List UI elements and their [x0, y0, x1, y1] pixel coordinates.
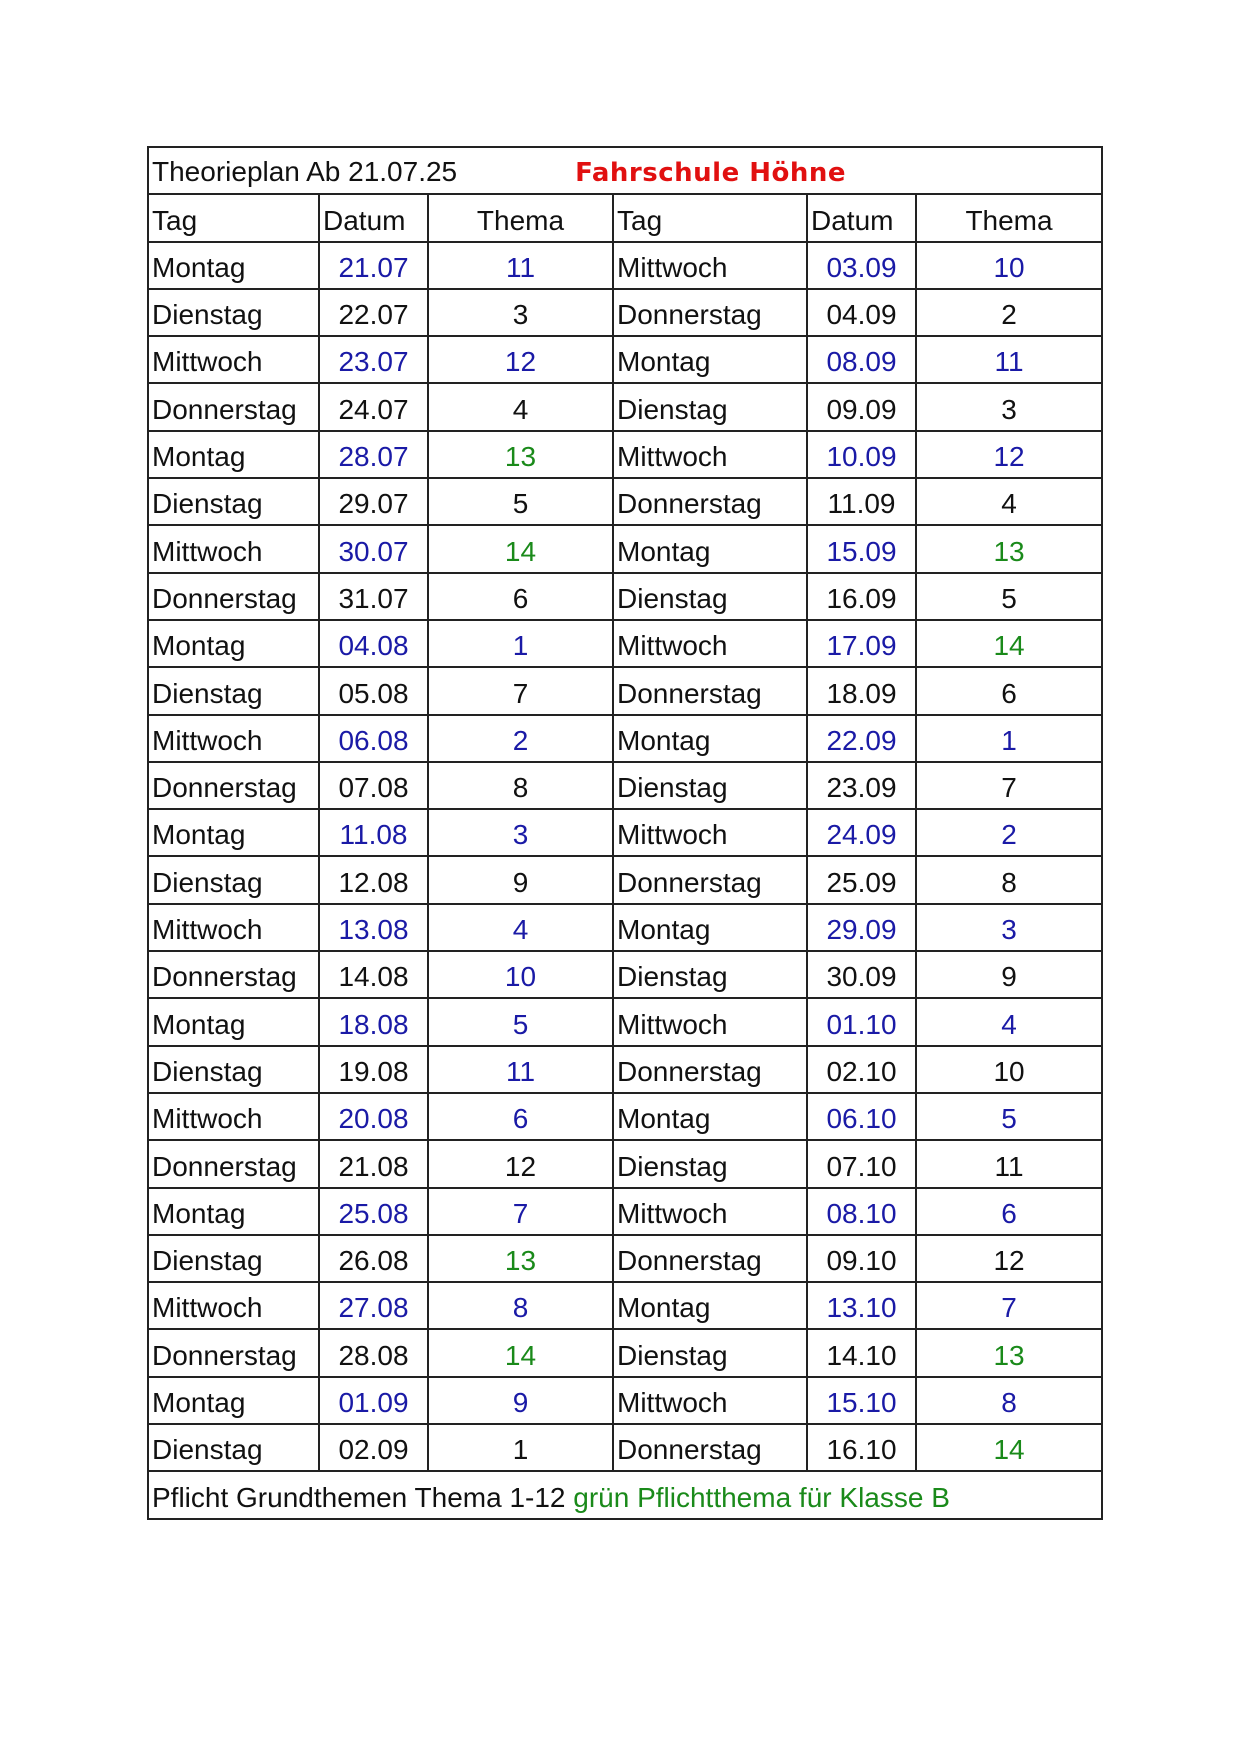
topic-cell-right: 2: [916, 809, 1102, 856]
topic-cell-left: 8: [428, 1282, 613, 1329]
date-cell-left: 26.08: [319, 1235, 428, 1282]
date-cell-left: 07.08: [319, 762, 428, 809]
weekday-cell-left: Montag: [148, 809, 319, 856]
header-tag-left: Tag: [148, 194, 319, 241]
topic-cell-left: 14: [428, 1329, 613, 1376]
topic-cell-right: 10: [916, 1046, 1102, 1093]
topic-cell-left: 7: [428, 1188, 613, 1235]
weekday-cell-right: Donnerstag: [613, 478, 807, 525]
weekday-cell-left: Dienstag: [148, 1424, 319, 1471]
date-cell-right: 06.10: [807, 1093, 916, 1140]
weekday-cell-left: Dienstag: [148, 1046, 319, 1093]
date-cell-right: 08.09: [807, 336, 916, 383]
schedule-row: [148, 1140, 1102, 1187]
date-cell-left: 12.08: [319, 856, 428, 903]
weekday-cell-right: Donnerstag: [613, 1046, 807, 1093]
footer-row: [148, 1471, 1102, 1518]
date-cell-left: 01.09: [319, 1377, 428, 1424]
date-cell-right: 18.09: [807, 667, 916, 714]
date-cell-left: 14.08: [319, 951, 428, 998]
weekday-cell-right: Montag: [613, 1282, 807, 1329]
date-cell-right: 08.10: [807, 1188, 916, 1235]
topic-cell-left: 13: [428, 1235, 613, 1282]
weekday-cell-left: Montag: [148, 1377, 319, 1424]
topic-cell-left: 5: [428, 998, 613, 1045]
date-cell-right: 02.10: [807, 1046, 916, 1093]
topic-cell-left: 1: [428, 620, 613, 667]
weekday-cell-left: Donnerstag: [148, 383, 319, 430]
topic-cell-left: 14: [428, 525, 613, 572]
schedule-row: [148, 383, 1102, 430]
topic-cell-right: 11: [916, 336, 1102, 383]
weekday-cell-left: Donnerstag: [148, 762, 319, 809]
weekday-cell-right: Donnerstag: [613, 667, 807, 714]
weekday-cell-left: Mittwoch: [148, 715, 319, 762]
schedule-row: [148, 1377, 1102, 1424]
topic-cell-right: 7: [916, 762, 1102, 809]
weekday-cell-right: Montag: [613, 336, 807, 383]
schedule-row: [148, 525, 1102, 572]
driving-school-name: Fahrschule Höhne: [575, 158, 847, 189]
date-cell-right: 30.09: [807, 951, 916, 998]
schedule-row: [148, 904, 1102, 951]
topic-cell-left: 1: [428, 1424, 613, 1471]
schedule-row: [148, 336, 1102, 383]
date-cell-left: 21.07: [319, 242, 428, 289]
weekday-cell-left: Mittwoch: [148, 336, 319, 383]
header-datum-right: Datum: [807, 194, 916, 241]
schedule-row: [148, 667, 1102, 714]
topic-cell-right: 11: [916, 1140, 1102, 1187]
date-cell-left: 25.08: [319, 1188, 428, 1235]
date-cell-right: 10.09: [807, 431, 916, 478]
weekday-cell-left: Donnerstag: [148, 1329, 319, 1376]
date-cell-right: 13.10: [807, 1282, 916, 1329]
date-cell-right: 04.09: [807, 289, 916, 336]
date-cell-right: 07.10: [807, 1140, 916, 1187]
date-cell-left: 04.08: [319, 620, 428, 667]
date-cell-right: 25.09: [807, 856, 916, 903]
date-cell-left: 06.08: [319, 715, 428, 762]
date-cell-right: 01.10: [807, 998, 916, 1045]
schedule-row: [148, 1093, 1102, 1140]
date-cell-right: 15.10: [807, 1377, 916, 1424]
weekday-cell-right: Donnerstag: [613, 856, 807, 903]
topic-cell-right: 4: [916, 998, 1102, 1045]
date-cell-right: 24.09: [807, 809, 916, 856]
weekday-cell-right: Dienstag: [613, 1140, 807, 1187]
topic-cell-right: 5: [916, 573, 1102, 620]
topic-cell-right: 12: [916, 431, 1102, 478]
topic-cell-right: 3: [916, 904, 1102, 951]
date-cell-left: 31.07: [319, 573, 428, 620]
theory-schedule-sheet: [147, 146, 1101, 1520]
topic-cell-right: 3: [916, 383, 1102, 430]
weekday-cell-right: Montag: [613, 525, 807, 572]
date-cell-right: 09.10: [807, 1235, 916, 1282]
schedule-row: [148, 809, 1102, 856]
weekday-cell-right: Mittwoch: [613, 242, 807, 289]
topic-cell-left: 11: [428, 242, 613, 289]
weekday-cell-right: Donnerstag: [613, 289, 807, 336]
header-thema-left: Thema: [428, 194, 613, 241]
topic-cell-right: 7: [916, 1282, 1102, 1329]
topic-cell-right: 12: [916, 1235, 1102, 1282]
topic-cell-left: 11: [428, 1046, 613, 1093]
schedule-row: [148, 998, 1102, 1045]
date-cell-right: 09.09: [807, 383, 916, 430]
weekday-cell-right: Mittwoch: [613, 809, 807, 856]
schedule-row: [148, 573, 1102, 620]
topic-cell-left: 12: [428, 336, 613, 383]
weekday-cell-right: Dienstag: [613, 573, 807, 620]
legend-green-mandatory: grün Pflichtthema für Klasse B: [573, 1481, 950, 1513]
date-cell-left: 19.08: [319, 1046, 428, 1093]
weekday-cell-left: Donnerstag: [148, 951, 319, 998]
topic-cell-left: 9: [428, 856, 613, 903]
date-cell-right: 29.09: [807, 904, 916, 951]
date-cell-left: 28.07: [319, 431, 428, 478]
weekday-cell-left: Montag: [148, 431, 319, 478]
weekday-cell-right: Dienstag: [613, 762, 807, 809]
topic-cell-right: 8: [916, 1377, 1102, 1424]
schedule-row: [148, 289, 1102, 336]
weekday-cell-left: Mittwoch: [148, 1282, 319, 1329]
topic-cell-left: 5: [428, 478, 613, 525]
schedule-row: [148, 1188, 1102, 1235]
date-cell-right: 17.09: [807, 620, 916, 667]
weekday-cell-left: Dienstag: [148, 1235, 319, 1282]
date-cell-left: 20.08: [319, 1093, 428, 1140]
legend-note: [148, 1471, 1102, 1518]
topic-cell-right: 14: [916, 620, 1102, 667]
weekday-cell-left: Dienstag: [148, 478, 319, 525]
schedule-row: [148, 478, 1102, 525]
schedule-row: [148, 856, 1102, 903]
weekday-cell-left: Montag: [148, 242, 319, 289]
date-cell-left: 23.07: [319, 336, 428, 383]
weekday-cell-left: Montag: [148, 620, 319, 667]
header-row: [148, 194, 1102, 241]
schedule-row: [148, 1329, 1102, 1376]
topic-cell-right: 2: [916, 289, 1102, 336]
title-row: [148, 147, 1102, 194]
weekday-cell-right: Dienstag: [613, 951, 807, 998]
date-cell-left: 05.08: [319, 667, 428, 714]
date-cell-left: 02.09: [319, 1424, 428, 1471]
topic-cell-left: 12: [428, 1140, 613, 1187]
weekday-cell-right: Montag: [613, 904, 807, 951]
weekday-cell-left: Donnerstag: [148, 1140, 319, 1187]
weekday-cell-right: Montag: [613, 1093, 807, 1140]
topic-cell-left: 8: [428, 762, 613, 809]
weekday-cell-left: Mittwoch: [148, 525, 319, 572]
weekday-cell-right: Donnerstag: [613, 1424, 807, 1471]
topic-cell-left: 13: [428, 431, 613, 478]
header-tag-right: Tag: [613, 194, 807, 241]
plan-title: Theorieplan Ab 21.07.25: [152, 156, 458, 188]
topic-cell-right: 10: [916, 242, 1102, 289]
topic-cell-left: 9: [428, 1377, 613, 1424]
date-cell-right: 11.09: [807, 478, 916, 525]
schedule-row: [148, 951, 1102, 998]
weekday-cell-left: Montag: [148, 998, 319, 1045]
date-cell-left: 11.08: [319, 809, 428, 856]
weekday-cell-left: Dienstag: [148, 856, 319, 903]
topic-cell-left: 4: [428, 904, 613, 951]
schedule-row: [148, 242, 1102, 289]
topic-cell-left: 2: [428, 715, 613, 762]
date-cell-left: 27.08: [319, 1282, 428, 1329]
weekday-cell-right: Donnerstag: [613, 1235, 807, 1282]
schedule-row: [148, 431, 1102, 478]
topic-cell-right: 14: [916, 1424, 1102, 1471]
date-cell-left: 29.07: [319, 478, 428, 525]
date-cell-left: 18.08: [319, 998, 428, 1045]
topic-cell-left: 3: [428, 289, 613, 336]
weekday-cell-right: Dienstag: [613, 1329, 807, 1376]
date-cell-right: 23.09: [807, 762, 916, 809]
schedule-row: [148, 762, 1102, 809]
date-cell-left: 28.08: [319, 1329, 428, 1376]
weekday-cell-right: Mittwoch: [613, 431, 807, 478]
weekday-cell-right: Mittwoch: [613, 998, 807, 1045]
topic-cell-right: 4: [916, 478, 1102, 525]
date-cell-left: 13.08: [319, 904, 428, 951]
weekday-cell-right: Dienstag: [613, 383, 807, 430]
topic-cell-right: 5: [916, 1093, 1102, 1140]
topic-cell-left: 6: [428, 573, 613, 620]
topic-cell-right: 13: [916, 525, 1102, 572]
topic-cell-right: 9: [916, 951, 1102, 998]
schedule-row: [148, 1424, 1102, 1471]
schedule-row: [148, 715, 1102, 762]
date-cell-right: 14.10: [807, 1329, 916, 1376]
weekday-cell-left: Mittwoch: [148, 1093, 319, 1140]
topic-cell-right: 6: [916, 667, 1102, 714]
topic-cell-right: 8: [916, 856, 1102, 903]
weekday-cell-right: Mittwoch: [613, 620, 807, 667]
schedule-row: [148, 1282, 1102, 1329]
legend-mandatory-basics: Pflicht Grundthemen Thema 1-12: [152, 1481, 566, 1513]
date-cell-right: 16.09: [807, 573, 916, 620]
header-thema-right: Thema: [916, 194, 1102, 241]
topic-cell-left: 6: [428, 1093, 613, 1140]
topic-cell-left: 10: [428, 951, 613, 998]
weekday-cell-right: Mittwoch: [613, 1188, 807, 1235]
weekday-cell-right: Montag: [613, 715, 807, 762]
topic-cell-left: 3: [428, 809, 613, 856]
topic-cell-right: 1: [916, 715, 1102, 762]
weekday-cell-left: Dienstag: [148, 667, 319, 714]
weekday-cell-right: Mittwoch: [613, 1377, 807, 1424]
date-cell-left: 24.07: [319, 383, 428, 430]
schedule-row: [148, 1046, 1102, 1093]
topic-cell-left: 7: [428, 667, 613, 714]
header-datum-left: Datum: [319, 194, 428, 241]
weekday-cell-left: Mittwoch: [148, 904, 319, 951]
weekday-cell-left: Montag: [148, 1188, 319, 1235]
date-cell-left: 22.07: [319, 289, 428, 336]
date-cell-right: 16.10: [807, 1424, 916, 1471]
date-cell-right: 03.09: [807, 242, 916, 289]
date-cell-right: 15.09: [807, 525, 916, 572]
topic-cell-right: 6: [916, 1188, 1102, 1235]
schedule-table: [147, 146, 1103, 1520]
date-cell-left: 30.07: [319, 525, 428, 572]
date-cell-right: 22.09: [807, 715, 916, 762]
schedule-row: [148, 1235, 1102, 1282]
topic-cell-right: 13: [916, 1329, 1102, 1376]
topic-cell-left: 4: [428, 383, 613, 430]
weekday-cell-left: Dienstag: [148, 289, 319, 336]
weekday-cell-left: Donnerstag: [148, 573, 319, 620]
date-cell-left: 21.08: [319, 1140, 428, 1187]
schedule-row: [148, 620, 1102, 667]
